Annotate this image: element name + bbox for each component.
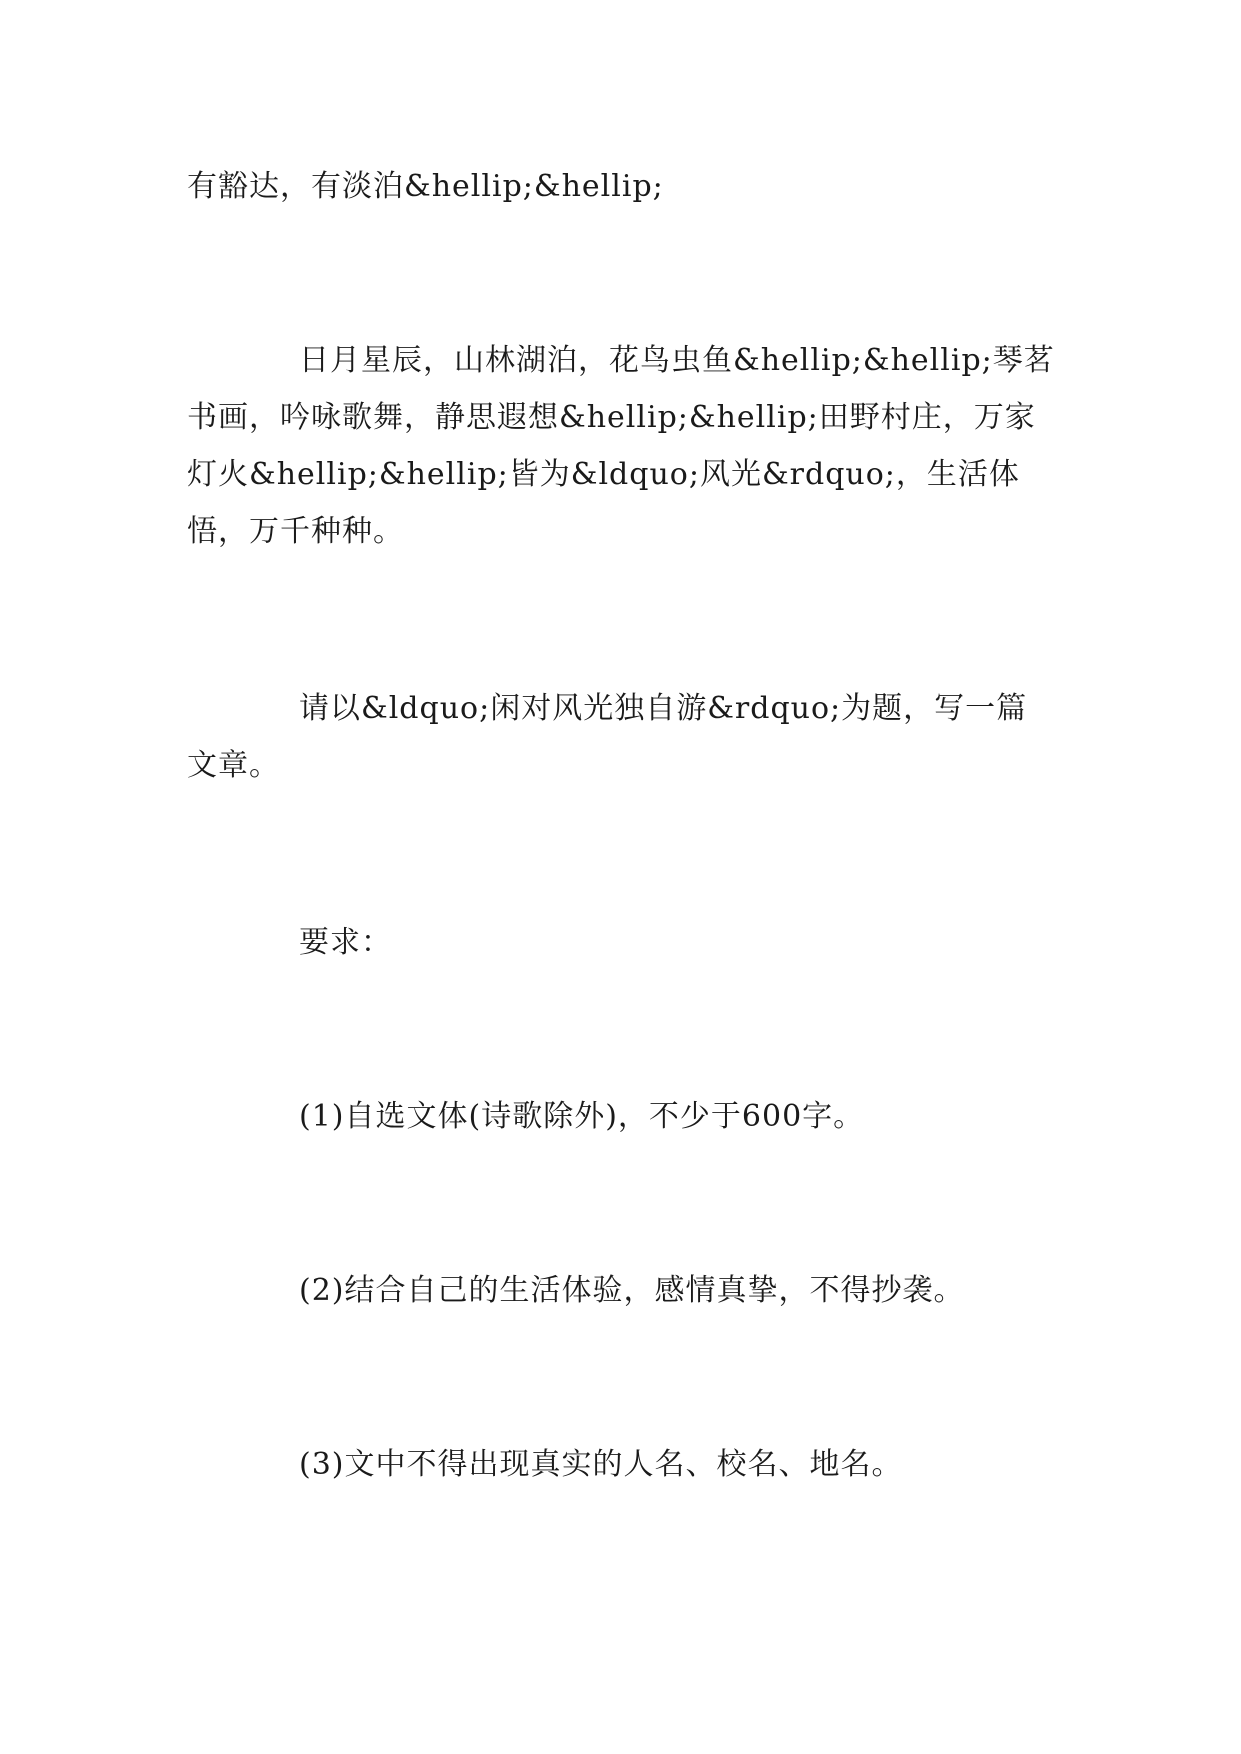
paragraph-prompt: 请以&ldquo;闲对风光独自游&rdquo;为题，写一篇文章。 bbox=[187, 691, 1028, 783]
requirement-item-3: (3)文中不得出现真实的人名、校名、地名。 bbox=[299, 1447, 903, 1482]
requirements-heading: 要求： bbox=[299, 925, 392, 960]
paragraph-intro-tail: 有豁达，有淡泊&hellip;&hellip; bbox=[187, 169, 664, 204]
requirement-item-1: (1)自选文体(诗歌除外)，不少于600字。 bbox=[299, 1099, 865, 1134]
paragraph-scenery: 日月星辰，山林湖泊，花鸟虫鱼&hellip;&hellip;琴茗书画，吟咏歌舞，静思遐想&hellip;&hellip;田野村庄，万家灯火&hellip;&hellip;皆为&ldquo;风光&rdquo;，生活体悟，万千种种。 bbox=[187, 343, 1055, 549]
requirement-item-2: (2)结合自己的生活体验，感情真挚，不得抄袭。 bbox=[299, 1273, 965, 1308]
